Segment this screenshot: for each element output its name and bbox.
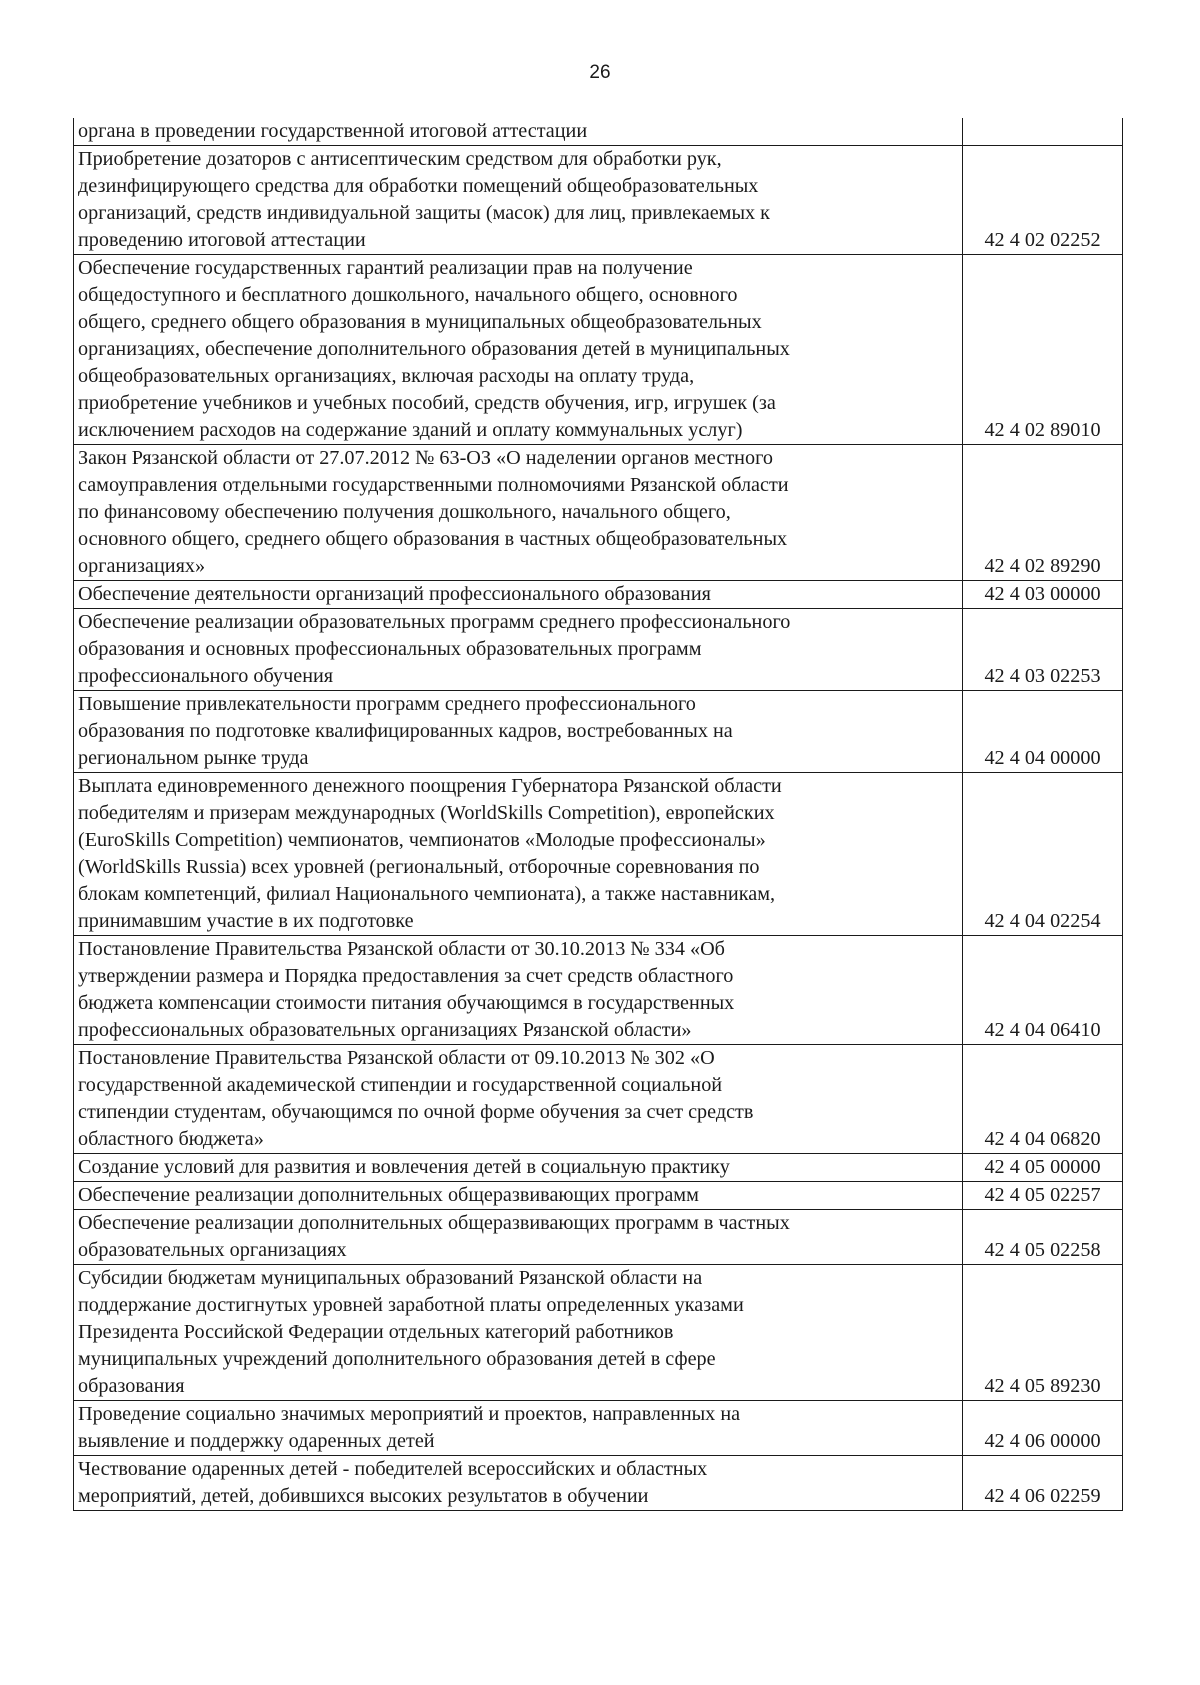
row-description: Обеспечение реализации дополнительных общеразвивающих программ в частных образовательных организациях <box>74 1210 963 1265</box>
row-code: 42 4 02 02252 <box>963 146 1123 255</box>
row-description: Приобретение дозаторов с антисептическим средством для обработки рук, дезинфицирующего средства для обработки помещений общеобразовательных организаций, средств индивидуальной защиты (масок) для лиц, привлекаемых к проведению итоговой аттестации <box>74 146 963 255</box>
row-code: 42 4 06 02259 <box>963 1456 1123 1511</box>
row-description: Обеспечение реализации дополнительных общеразвивающих программ <box>74 1182 963 1210</box>
row-description: Проведение социально значимых мероприятий и проектов, направленных на выявление и поддержку одаренных детей <box>74 1401 963 1456</box>
table-row <box>74 445 1123 581</box>
row-code: 42 4 05 89230 <box>963 1265 1123 1401</box>
table-row <box>74 146 1123 255</box>
row-description: Обеспечение деятельности организаций профессионального образования <box>74 581 963 609</box>
table-row <box>74 118 1123 146</box>
table-row <box>74 1456 1123 1511</box>
row-description: Обеспечение государственных гарантий реализации прав на получение общедоступного и бесплатного дошкольного, начального общего, основного общего, среднего общего образования в муниципальных общеобразовательных организациях, обеспечение дополнительного образования детей в муниципальных общеобразовательных организациях, включая расходы на оплату труда, приобретение учебников и учебных пособий, средств обучения, игр, игрушек (за исключением расходов на содержание зданий и оплату коммунальных услуг) <box>74 255 963 445</box>
row-description: Постановление Правительства Рязанской области от 09.10.2013 № 302 «О государственной академической стипендии и государственной социальной стипендии студентам, обучающимся по очной форме обучения за счет средств областного бюджета» <box>74 1045 963 1154</box>
table-row <box>74 1045 1123 1154</box>
row-description: Постановление Правительства Рязанской области от 30.10.2013 № 334 «Об утверждении размера и Порядка предоставления за счет средств областного бюджета компенсации стоимости питания обучающимся в государственных профессиональных образовательных организациях Рязанской области» <box>74 936 963 1045</box>
table-row <box>74 609 1123 691</box>
row-code: 42 4 03 00000 <box>963 581 1123 609</box>
row-code <box>963 118 1123 146</box>
row-description: органа в проведении государственной итоговой аттестации <box>74 118 963 146</box>
row-code: 42 4 02 89290 <box>963 445 1123 581</box>
table-row <box>74 255 1123 445</box>
row-description: Повышение привлекательности программ среднего профессионального образования по подготовке квалифицированных кадров, востребованных на региональном рынке труда <box>74 691 963 773</box>
row-code: 42 4 04 02254 <box>963 773 1123 936</box>
table-row <box>74 1182 1123 1210</box>
row-code: 42 4 05 02258 <box>963 1210 1123 1265</box>
row-code: 42 4 05 00000 <box>963 1154 1123 1182</box>
row-code: 42 4 03 02253 <box>963 609 1123 691</box>
table-row <box>74 1265 1123 1401</box>
table-row <box>74 773 1123 936</box>
row-code: 42 4 02 89010 <box>963 255 1123 445</box>
budget-classification-table <box>73 118 1123 1511</box>
row-code: 42 4 04 06820 <box>963 1045 1123 1154</box>
row-code: 42 4 04 00000 <box>963 691 1123 773</box>
table-row <box>74 691 1123 773</box>
row-code: 42 4 05 02257 <box>963 1182 1123 1210</box>
table-row <box>74 1210 1123 1265</box>
row-code: 42 4 04 06410 <box>963 936 1123 1045</box>
table-row <box>74 581 1123 609</box>
row-description: Чествование одаренных детей - победителей всероссийских и областных мероприятий, детей, добившихся высоких результатов в обучении <box>74 1456 963 1511</box>
row-code: 42 4 06 00000 <box>963 1401 1123 1456</box>
page-number: 26 <box>589 62 611 83</box>
row-description: Закон Рязанской области от 27.07.2012 № 63-ОЗ «О наделении органов местного самоуправления отдельными государственными полномочиями Рязанской области по финансовому обеспечению получения дошкольного, начального общего, основного общего, среднего общего образования в частных общеобразовательных организациях» <box>74 445 963 581</box>
row-description: Создание условий для развития и вовлечения детей в социальную практику <box>74 1154 963 1182</box>
table-row <box>74 936 1123 1045</box>
table-row <box>74 1401 1123 1456</box>
row-description: Обеспечение реализации образовательных программ среднего профессионального образования и основных профессиональных образовательных программ профессионального обучения <box>74 609 963 691</box>
row-description: Субсидии бюджетам муниципальных образований Рязанской области на поддержание достигнутых уровней заработной платы определенных указами Президента Российской Федерации отдельных категорий работников муниципальных учреждений дополнительного образования детей в сфере образования <box>74 1265 963 1401</box>
row-description: Выплата единовременного денежного поощрения Губернатора Рязанской области победителям и призерам международных (WorldSkills Competition), европейских (EuroSkills Competition) чемпионатов, чемпионатов «Молодые профессионалы» (WorldSkills Russia) всех уровней (региональный, отборочные соревнования по блокам компетенций, филиал Национального чемпионата), а также наставникам, принимавшим участие в их подготовке <box>74 773 963 936</box>
table-row <box>74 1154 1123 1182</box>
